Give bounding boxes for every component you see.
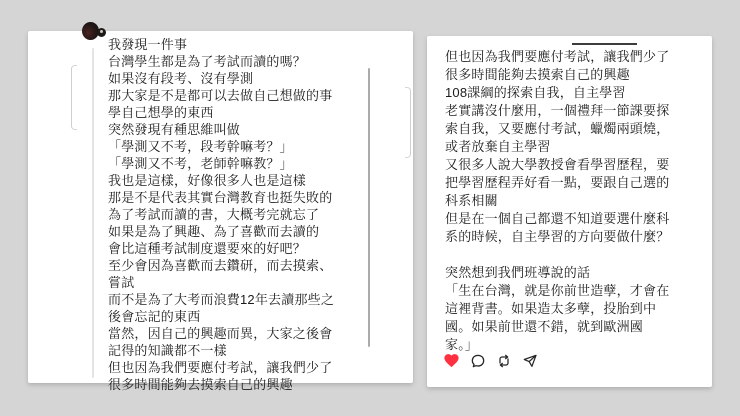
post-line: 家。」 <box>445 337 479 352</box>
right-screenshot-panel <box>427 36 712 387</box>
post-line: 至少會因為喜歡而去鑽研，而去摸索、 <box>108 258 333 273</box>
post-line: 記得的知識都不一樣 <box>108 343 227 358</box>
post-line: 為了考試而讀的書，大概考完就忘了 <box>108 207 320 222</box>
left-screenshot-panel <box>28 31 413 392</box>
post-text-right <box>445 48 691 354</box>
post-line: 「學測又不考，段考幹嘛考？」 <box>108 139 293 154</box>
post-line: 我也是這樣，好像很多人也是這樣 <box>108 173 307 188</box>
post-line: 這裡背書。如果造太多孽，投胎到中 <box>445 301 657 316</box>
post-line: 突然想到我們班導說的話 <box>445 265 591 280</box>
post-text-left <box>108 36 348 393</box>
post-line: 老實講沒什麼用，一個禮拜一節課要探 <box>445 103 670 118</box>
post-line <box>445 246 691 264</box>
thread-connector-line <box>92 48 94 378</box>
post-line: 如果是為了興趣、為了喜歡而去讀的 <box>108 224 320 239</box>
heart-icon <box>443 352 460 369</box>
post-line: 系的時候，自主學習的方向要做什麼？ <box>445 229 670 244</box>
avatar[interactable] <box>82 31 108 46</box>
post-line: 而不是為了大考而浪費12年去讀那些之 <box>108 292 335 307</box>
post-line: 那是不是代表其實台灣教育也挺失敗的 <box>108 190 333 205</box>
comment-icon <box>470 353 486 369</box>
post-line: 108課綱的探索自我，自主學習 <box>445 85 626 100</box>
repost-button[interactable] <box>495 352 512 369</box>
post-line: 把學習歷程弄好看一點，要跟自己選的 <box>445 175 670 190</box>
post-line: 會比這種考試制度還要來的好吧？ <box>108 241 307 256</box>
post-line: 嘗試 <box>108 275 135 290</box>
post-line: 「學測又不考，老師幹嘛教？」 <box>108 156 293 171</box>
post-line: 後會忘記的東西 <box>108 309 201 324</box>
post-line: 很多時間能夠去摸索自己的興趣 <box>445 67 630 82</box>
share-button[interactable] <box>521 352 538 369</box>
post-line: 但也因為我們要應付考試，讓我們少了 <box>108 360 333 375</box>
post-line: 索自我，又要應付考試，蠟燭兩頭燒， <box>445 121 670 136</box>
cropped-card-right-border <box>405 87 411 158</box>
post-line: 但也因為我們要應付考試，讓我們少了 <box>445 49 670 64</box>
post-line: 又很多人說大學教授會看學習歷程，要 <box>445 157 670 172</box>
post-action-bar <box>443 352 538 369</box>
post-line: 那大家是不是都可以去做自己想做的事 <box>108 88 333 103</box>
post-line: 但是在一個自己都還不知道要選什麼科 <box>445 211 670 226</box>
cropped-element-edge <box>572 43 637 45</box>
post-line: 突然發現有種思維叫做 <box>108 122 241 137</box>
scrollbar-line[interactable] <box>368 68 370 347</box>
post-line: 科系相關 <box>445 193 498 208</box>
send-icon <box>522 353 538 369</box>
cropped-card-left-border <box>71 65 77 130</box>
post-line: 或者放棄自主學習 <box>445 139 551 154</box>
post-line: 很多時間能夠去摸索自己的興趣 <box>108 377 293 392</box>
post-line: 「生在台灣，就是你前世造孽，才會在 <box>445 283 670 298</box>
comment-button[interactable] <box>469 352 486 369</box>
avatar-badge-fragment <box>97 28 106 37</box>
repost-icon <box>496 353 512 369</box>
post-line: 我發現一件事 <box>108 37 188 52</box>
post-line: 國。如果前世還不錯，就到歐洲國 <box>445 319 644 334</box>
post-line: 台灣學生都是為了考試而讀的嗎？ <box>108 54 307 69</box>
post-line: 當然，因自己的興趣而異，大家之後會 <box>108 326 333 341</box>
post-line: 學自己想學的東西 <box>108 105 214 120</box>
post-line: 如果沒有段考、沒有學測 <box>108 71 254 86</box>
like-button[interactable] <box>443 352 460 369</box>
